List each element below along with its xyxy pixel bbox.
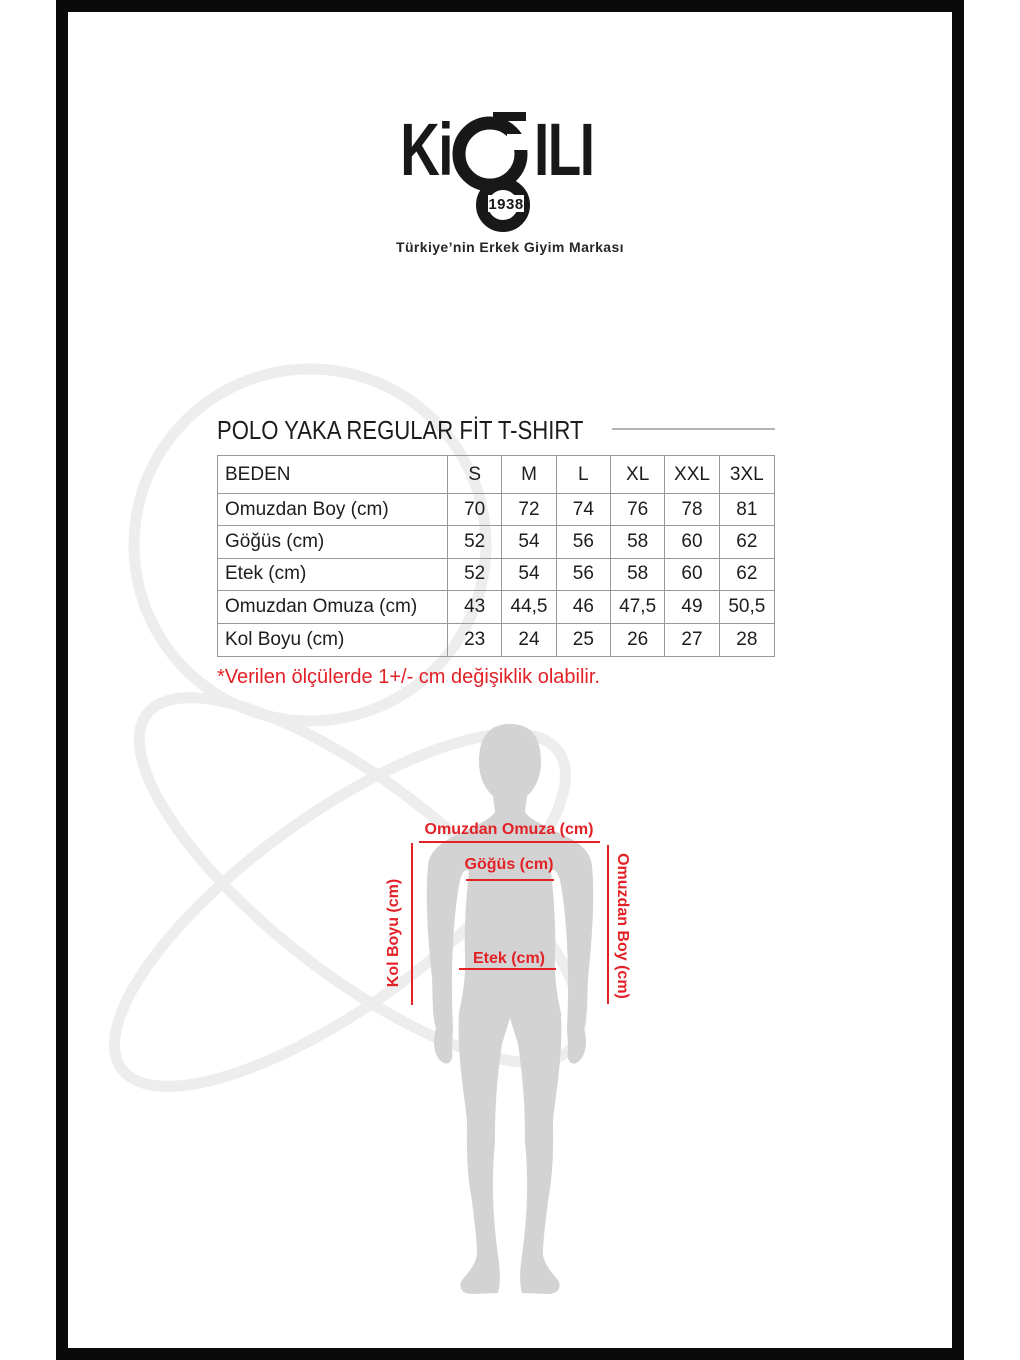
table-header-size: XL	[611, 456, 665, 494]
logo-year: 1938	[488, 196, 524, 213]
measure-line-sleeve	[411, 843, 413, 1005]
logo-text-end: ILI	[534, 108, 594, 191]
measure-label-shoulder-to-shoulder: Omuzdan Omuza (cm)	[424, 821, 594, 838]
table-cell-value: 70	[448, 494, 502, 526]
table-row-label: Kol Boyu (cm)	[218, 624, 448, 656]
table-cell-value: 26	[611, 624, 665, 656]
table-header-size: 3XL	[720, 456, 774, 494]
table-cell-value: 56	[557, 559, 611, 591]
table-cell-value: 46	[557, 591, 611, 623]
size-table	[217, 455, 775, 657]
table-header-size: S	[448, 456, 502, 494]
measure-label-sleeve: Kol Boyu (cm)	[385, 878, 402, 988]
table-cell-value: 43	[448, 591, 502, 623]
table-header-size: M	[502, 456, 556, 494]
table-cell-value: 25	[557, 624, 611, 656]
table-cell-value: 52	[448, 559, 502, 591]
table-cell-value: 24	[502, 624, 556, 656]
table-cell-value: 58	[611, 526, 665, 558]
measure-label-hem: Etek (cm)	[472, 950, 546, 967]
table-cell-value: 50,5	[720, 591, 774, 623]
table-cell-value: 76	[611, 494, 665, 526]
measure-line-shoulder-to-shoulder	[419, 841, 600, 843]
table-cell-value: 56	[557, 526, 611, 558]
table-cell-value: 74	[557, 494, 611, 526]
table-header-size: L	[557, 456, 611, 494]
table-row-label: Omuzdan Boy (cm)	[218, 494, 448, 526]
table-row-label: Göğüs (cm)	[218, 526, 448, 558]
table-cell-value: 78	[665, 494, 719, 526]
measure-line-shoulder-length	[607, 845, 609, 1004]
measure-line-chest	[466, 879, 554, 881]
table-cell-value: 54	[502, 526, 556, 558]
logo-text-start: Ki	[400, 108, 452, 191]
table-cell-value: 49	[665, 591, 719, 623]
table-cell-value: 72	[502, 494, 556, 526]
table-cell-value: 81	[720, 494, 774, 526]
table-row-label: Etek (cm)	[218, 559, 448, 591]
measure-label-shoulder-length: Omuzdan Boy (cm)	[614, 853, 631, 999]
table-header-size: XXL	[665, 456, 719, 494]
brand-tagline: Türkiye’nin Erkek Giyim Markası	[396, 239, 624, 255]
table-cell-value: 28	[736, 628, 758, 650]
table-cell-value: 47,5	[611, 591, 665, 623]
title-rule	[612, 428, 775, 430]
tolerance-note: *Verilen ölçülerde 1+/- cm değişiklik olabilir.	[217, 666, 600, 688]
table-row-label: Omuzdan Omuza (cm)	[218, 591, 448, 623]
table-cell-value: 54	[502, 559, 556, 591]
table-cell-value: 58	[611, 559, 665, 591]
table-header-beden: BEDEN	[218, 456, 448, 494]
page-title: POLO YAKA REGULAR FİT T-SHIRT	[217, 415, 584, 445]
table-cell-value: 23	[448, 624, 502, 656]
measure-line-hem	[459, 968, 556, 970]
measure-label-chest: Göğüs (cm)	[464, 856, 554, 873]
table-cell-value: 60	[665, 526, 719, 558]
table-cell-value: 52	[448, 526, 502, 558]
table-cell-value: 62	[720, 526, 774, 558]
table-cell-value: 62	[720, 559, 774, 591]
body-silhouette-icon	[415, 722, 605, 1297]
table-cell-value: 44,5	[502, 591, 556, 623]
table-cell-value: 60	[665, 559, 719, 591]
logo-g-glyph-icon	[450, 112, 530, 238]
table-cell-value: 27	[665, 624, 719, 656]
